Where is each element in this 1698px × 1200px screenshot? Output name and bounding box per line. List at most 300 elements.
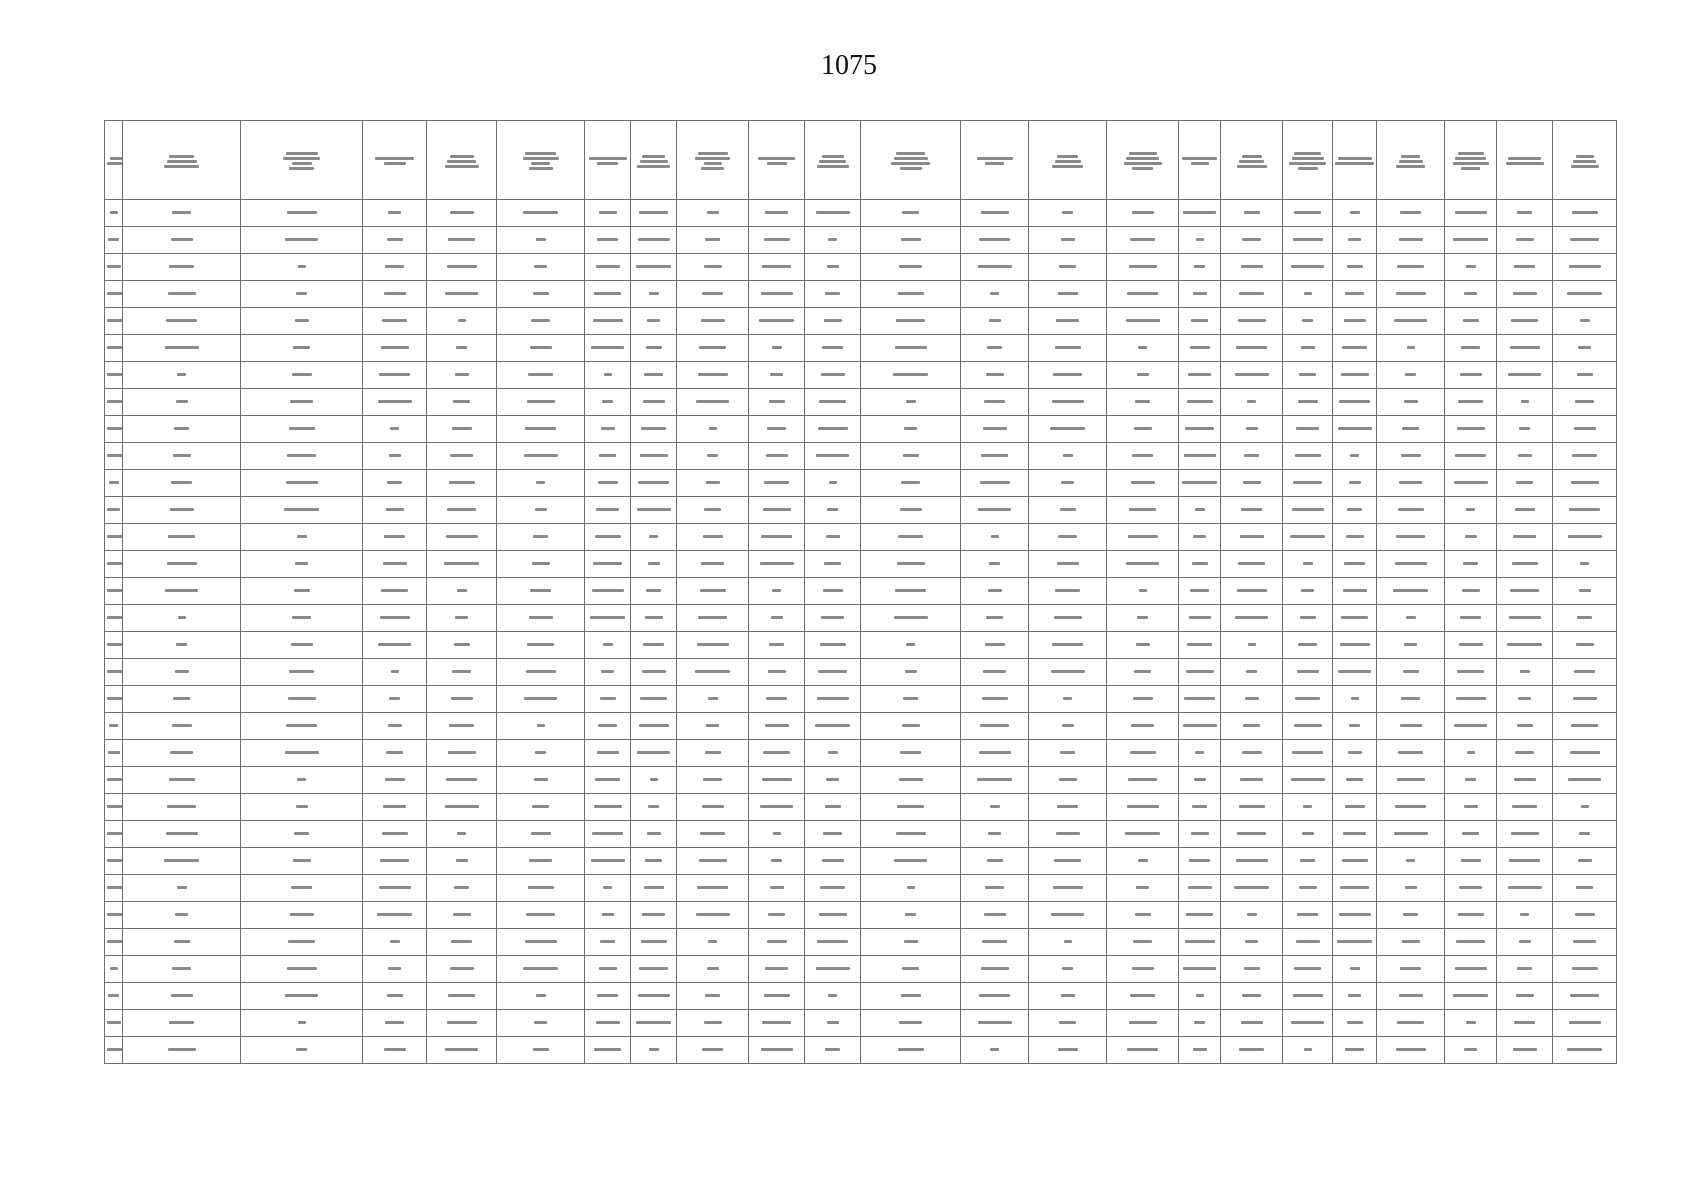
table-cell: [961, 389, 1029, 416]
table-cell: [497, 227, 585, 254]
table-cell: [677, 1037, 749, 1064]
table-cell: [363, 956, 427, 983]
table-cell: [631, 362, 677, 389]
table-cell: [241, 254, 363, 281]
table-cell: [631, 740, 677, 767]
table-cell: [1497, 740, 1553, 767]
table-cell: [1029, 308, 1107, 335]
table-cell: [805, 551, 861, 578]
table-cell: [1553, 902, 1617, 929]
table-cell: [585, 497, 631, 524]
table-cell: [105, 794, 123, 821]
table-cell: [105, 713, 123, 740]
table-cell: [1107, 821, 1179, 848]
table-row: [105, 254, 1617, 281]
table-cell: [123, 551, 241, 578]
table-cell: [123, 605, 241, 632]
table-cell: [677, 1010, 749, 1037]
table-cell: [805, 443, 861, 470]
table-cell: [1283, 470, 1333, 497]
table-cell: [749, 605, 805, 632]
table-cell: [1377, 200, 1445, 227]
table-cell: [1497, 956, 1553, 983]
table-cell: [1107, 416, 1179, 443]
table-cell: [497, 605, 585, 632]
table-cell: [497, 875, 585, 902]
table-row: [105, 443, 1617, 470]
table-cell: [497, 740, 585, 767]
table-cell: [1221, 686, 1283, 713]
column-header: [1497, 121, 1553, 200]
table-cell: [1445, 443, 1497, 470]
table-cell: [1445, 848, 1497, 875]
table-cell: [1497, 1037, 1553, 1064]
table-cell: [123, 713, 241, 740]
table-cell: [677, 551, 749, 578]
table-row: [105, 983, 1617, 1010]
table-cell: [1179, 767, 1221, 794]
table-row: [105, 578, 1617, 605]
table-cell: [1497, 470, 1553, 497]
table-cell: [1107, 254, 1179, 281]
table-cell: [241, 659, 363, 686]
table-cell: [1553, 443, 1617, 470]
table-cell: [1179, 1037, 1221, 1064]
table-cell: [631, 794, 677, 821]
table-cell: [1377, 713, 1445, 740]
table-cell: [123, 524, 241, 551]
table-cell: [105, 1010, 123, 1037]
table-cell: [585, 524, 631, 551]
table-cell: [631, 686, 677, 713]
table-cell: [123, 632, 241, 659]
table-cell: [1283, 632, 1333, 659]
table-row: [105, 875, 1617, 902]
table-cell: [1283, 767, 1333, 794]
table-cell: [1107, 362, 1179, 389]
table-cell: [1283, 686, 1333, 713]
table-cell: [1283, 389, 1333, 416]
table-cell: [1377, 1010, 1445, 1037]
table-cell: [585, 578, 631, 605]
table-cell: [105, 443, 123, 470]
table-cell: [749, 956, 805, 983]
table-cell: [677, 848, 749, 875]
table-cell: [105, 821, 123, 848]
table-cell: [1221, 875, 1283, 902]
table-row: [105, 956, 1617, 983]
table-cell: [497, 713, 585, 740]
table-cell: [427, 281, 497, 308]
table-cell: [1283, 443, 1333, 470]
table-cell: [677, 200, 749, 227]
table-cell: [497, 362, 585, 389]
table-cell: [497, 686, 585, 713]
table-cell: [749, 659, 805, 686]
table-cell: [1553, 362, 1617, 389]
table-cell: [1377, 902, 1445, 929]
table-cell: [749, 362, 805, 389]
table-cell: [1553, 389, 1617, 416]
table-cell: [1445, 983, 1497, 1010]
table-cell: [123, 1037, 241, 1064]
table-cell: [677, 929, 749, 956]
table-cell: [749, 308, 805, 335]
table-cell: [961, 605, 1029, 632]
table-cell: [585, 848, 631, 875]
table-cell: [1221, 281, 1283, 308]
table-cell: [427, 983, 497, 1010]
table-cell: [241, 848, 363, 875]
table-cell: [585, 767, 631, 794]
table-cell: [123, 767, 241, 794]
table-cell: [123, 281, 241, 308]
table-cell: [123, 902, 241, 929]
table-cell: [861, 389, 961, 416]
table-cell: [1333, 227, 1377, 254]
table-cell: [1553, 524, 1617, 551]
table-cell: [677, 983, 749, 1010]
table-cell: [1553, 416, 1617, 443]
table-cell: [1553, 713, 1617, 740]
table-cell: [363, 389, 427, 416]
table-cell: [1377, 524, 1445, 551]
table-cell: [861, 443, 961, 470]
column-header: [861, 121, 961, 200]
table-cell: [105, 416, 123, 443]
table-cell: [749, 983, 805, 1010]
table-cell: [1283, 551, 1333, 578]
table-cell: [1333, 443, 1377, 470]
table-cell: [1333, 713, 1377, 740]
table-cell: [861, 308, 961, 335]
table-row: [105, 632, 1617, 659]
table-row: [105, 713, 1617, 740]
table-cell: [1333, 389, 1377, 416]
table-cell: [427, 767, 497, 794]
table-cell: [749, 686, 805, 713]
table-cell: [1333, 497, 1377, 524]
table-cell: [1377, 443, 1445, 470]
table-cell: [1107, 740, 1179, 767]
table-cell: [631, 659, 677, 686]
table-cell: [1553, 632, 1617, 659]
table-cell: [631, 281, 677, 308]
table-cell: [241, 983, 363, 1010]
table-cell: [427, 335, 497, 362]
table-cell: [241, 767, 363, 794]
table-cell: [363, 416, 427, 443]
table-cell: [427, 470, 497, 497]
table-cell: [1445, 740, 1497, 767]
table-cell: [677, 497, 749, 524]
table-cell: [427, 794, 497, 821]
table-cell: [1107, 794, 1179, 821]
table-cell: [1445, 1010, 1497, 1037]
table-row: [105, 524, 1617, 551]
table-cell: [363, 443, 427, 470]
table-cell: [749, 227, 805, 254]
table-cell: [1029, 659, 1107, 686]
table-cell: [123, 794, 241, 821]
table-cell: [427, 362, 497, 389]
table-cell: [1553, 686, 1617, 713]
table-cell: [585, 227, 631, 254]
table-cell: [1497, 605, 1553, 632]
table-cell: [1107, 1010, 1179, 1037]
table-cell: [1445, 632, 1497, 659]
table-cell: [1179, 335, 1221, 362]
table-cell: [631, 713, 677, 740]
table-cell: [1029, 605, 1107, 632]
table-cell: [1333, 578, 1377, 605]
table-cell: [1221, 200, 1283, 227]
table-cell: [631, 200, 677, 227]
table-cell: [1445, 659, 1497, 686]
table-cell: [805, 362, 861, 389]
table-cell: [1497, 902, 1553, 929]
table-row: [105, 389, 1617, 416]
table-cell: [1221, 713, 1283, 740]
table-cell: [749, 497, 805, 524]
table-cell: [427, 740, 497, 767]
table-cell: [631, 1037, 677, 1064]
table-cell: [1107, 335, 1179, 362]
table-cell: [1179, 416, 1221, 443]
table-cell: [677, 740, 749, 767]
table-cell: [497, 497, 585, 524]
column-header: [749, 121, 805, 200]
table-cell: [1107, 1037, 1179, 1064]
column-header: [497, 121, 585, 200]
table-cell: [363, 227, 427, 254]
table-row: [105, 902, 1617, 929]
table-cell: [585, 1037, 631, 1064]
table-cell: [1107, 443, 1179, 470]
table-cell: [1029, 1010, 1107, 1037]
column-header: [1029, 121, 1107, 200]
table-cell: [677, 578, 749, 605]
table-cell: [861, 902, 961, 929]
table-cell: [631, 308, 677, 335]
table-cell: [1333, 767, 1377, 794]
table-cell: [961, 740, 1029, 767]
registry-table-area: [104, 120, 1600, 1100]
table-cell: [105, 200, 123, 227]
table-cell: [861, 713, 961, 740]
table-cell: [1179, 200, 1221, 227]
table-cell: [1221, 794, 1283, 821]
table-cell: [805, 821, 861, 848]
table-cell: [241, 497, 363, 524]
table-cell: [1029, 389, 1107, 416]
table-cell: [1333, 929, 1377, 956]
table-cell: [1377, 605, 1445, 632]
table-cell: [861, 335, 961, 362]
table-cell: [1221, 956, 1283, 983]
table-cell: [961, 578, 1029, 605]
table-cell: [1179, 254, 1221, 281]
table-cell: [1107, 524, 1179, 551]
column-header: [427, 121, 497, 200]
table-cell: [1377, 794, 1445, 821]
table-cell: [631, 929, 677, 956]
table-cell: [1333, 848, 1377, 875]
table-cell: [241, 1010, 363, 1037]
table-cell: [1333, 605, 1377, 632]
table-cell: [497, 443, 585, 470]
table-cell: [677, 443, 749, 470]
table-cell: [1029, 470, 1107, 497]
table-cell: [749, 875, 805, 902]
table-cell: [961, 794, 1029, 821]
table-cell: [105, 362, 123, 389]
table-cell: [677, 470, 749, 497]
table-cell: [497, 902, 585, 929]
table-row: [105, 659, 1617, 686]
table-cell: [585, 956, 631, 983]
table-cell: [123, 227, 241, 254]
table-cell: [1107, 713, 1179, 740]
table-cell: [1445, 470, 1497, 497]
table-cell: [427, 875, 497, 902]
table-cell: [105, 767, 123, 794]
table-cell: [123, 416, 241, 443]
table-cell: [1221, 335, 1283, 362]
table-cell: [497, 794, 585, 821]
table-cell: [1179, 1010, 1221, 1037]
table-cell: [1377, 389, 1445, 416]
table-cell: [805, 794, 861, 821]
table-cell: [805, 308, 861, 335]
table-cell: [497, 983, 585, 1010]
table-cell: [105, 902, 123, 929]
table-cell: [105, 308, 123, 335]
table-cell: [861, 416, 961, 443]
table-cell: [677, 794, 749, 821]
table-cell: [585, 929, 631, 956]
table-cell: [861, 794, 961, 821]
table-cell: [1445, 362, 1497, 389]
table-cell: [585, 551, 631, 578]
table-cell: [961, 470, 1029, 497]
table-row: [105, 929, 1617, 956]
table-cell: [1029, 794, 1107, 821]
table-cell: [861, 227, 961, 254]
table-cell: [1107, 929, 1179, 956]
table-cell: [241, 821, 363, 848]
table-cell: [1029, 983, 1107, 1010]
table-cell: [105, 983, 123, 1010]
table-cell: [1221, 632, 1283, 659]
table-cell: [961, 821, 1029, 848]
table-cell: [1107, 659, 1179, 686]
table-row: [105, 308, 1617, 335]
table-cell: [1497, 848, 1553, 875]
table-cell: [427, 1037, 497, 1064]
table-cell: [749, 794, 805, 821]
table-cell: [363, 983, 427, 1010]
table-cell: [497, 389, 585, 416]
table-cell: [1283, 740, 1333, 767]
table-cell: [427, 254, 497, 281]
table-cell: [427, 308, 497, 335]
table-cell: [1283, 335, 1333, 362]
table-cell: [749, 254, 805, 281]
table-cell: [1107, 875, 1179, 902]
table-cell: [427, 389, 497, 416]
table-cell: [631, 254, 677, 281]
table-cell: [805, 254, 861, 281]
table-cell: [363, 578, 427, 605]
table-cell: [427, 551, 497, 578]
table-cell: [1221, 308, 1283, 335]
table-cell: [427, 929, 497, 956]
table-cell: [1029, 524, 1107, 551]
table-cell: [241, 200, 363, 227]
table-cell: [123, 335, 241, 362]
table-cell: [1029, 902, 1107, 929]
table-cell: [123, 200, 241, 227]
table-cell: [749, 848, 805, 875]
table-cell: [1553, 281, 1617, 308]
table-cell: [497, 551, 585, 578]
table-cell: [805, 200, 861, 227]
table-cell: [1445, 578, 1497, 605]
table-cell: [1179, 983, 1221, 1010]
table-cell: [1445, 227, 1497, 254]
table-cell: [861, 740, 961, 767]
table-cell: [1179, 740, 1221, 767]
table-cell: [363, 875, 427, 902]
table-cell: [677, 362, 749, 389]
table-cell: [1283, 659, 1333, 686]
table-cell: [241, 929, 363, 956]
table-cell: [1283, 821, 1333, 848]
table-cell: [497, 929, 585, 956]
table-cell: [1179, 308, 1221, 335]
table-cell: [1377, 551, 1445, 578]
table-cell: [1029, 254, 1107, 281]
table-cell: [1107, 848, 1179, 875]
table-cell: [805, 524, 861, 551]
table-cell: [861, 281, 961, 308]
table-cell: [861, 848, 961, 875]
table-cell: [1179, 686, 1221, 713]
table-cell: [677, 605, 749, 632]
table-cell: [1497, 632, 1553, 659]
table-cell: [123, 875, 241, 902]
table-cell: [1553, 200, 1617, 227]
table-cell: [677, 335, 749, 362]
table-cell: [861, 254, 961, 281]
table-cell: [961, 659, 1029, 686]
table-cell: [631, 956, 677, 983]
table-cell: [1377, 578, 1445, 605]
table-cell: [363, 362, 427, 389]
table-cell: [105, 524, 123, 551]
table-cell: [1553, 308, 1617, 335]
table-cell: [1283, 983, 1333, 1010]
table-row: [105, 362, 1617, 389]
table-cell: [631, 416, 677, 443]
table-row: [105, 605, 1617, 632]
table-cell: [861, 605, 961, 632]
table-cell: [961, 767, 1029, 794]
table-cell: [1179, 659, 1221, 686]
table-cell: [961, 416, 1029, 443]
table-cell: [1333, 875, 1377, 902]
